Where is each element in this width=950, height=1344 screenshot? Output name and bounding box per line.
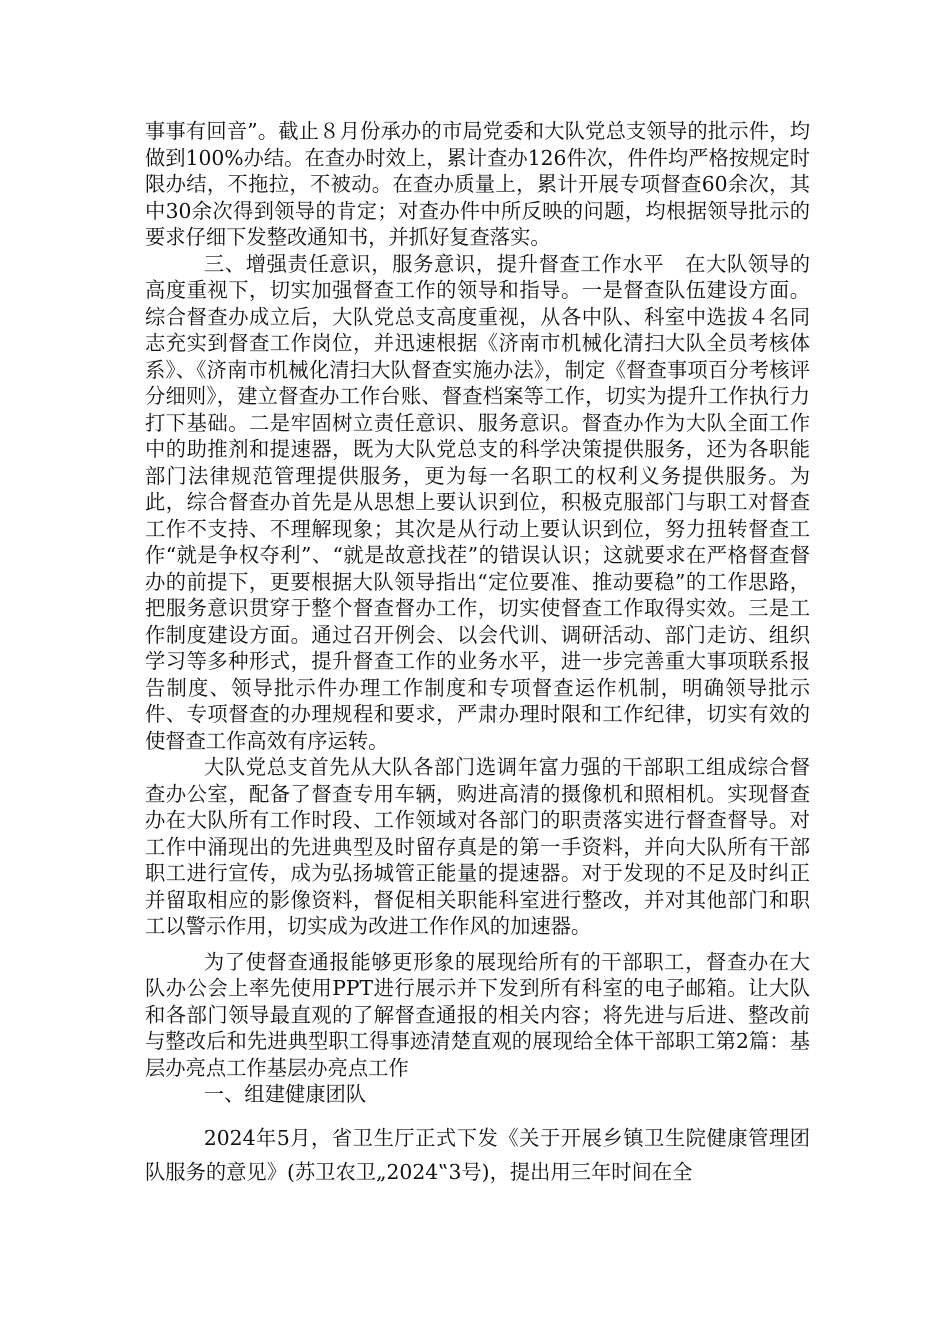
paragraph-supervision-results: 事事有回音”。截止８月份承办的市局党委和大队党总支领导的批示件，均做到100%办结。在查办时效上，累计查办126件次，件件均严格按规定时限办结，不拖拉，不被动。在查办质量上，累计开展专项督查60余次，其中30余次得到领导的肯定；对查办件中所反映的问题，均根据领导批示的要求仔细下发整改通知书，并抓好复查落实。 [145, 119, 810, 249]
paragraph-ppt-report: 为了使督查通报能够更形象的展现给所有的干部职工，督查办在大队办公会上率先使用PPT进行展示并下发到所有科室的电子邮箱。让大队和各部门领导最直观的了解督查通报的相关内容；将先进与后进、整改前与整改后和先进典型职工得事迹清楚直观的展现给全体干部职工第2篇：基层办亮点工作基层办亮点工作 [145, 949, 810, 1080]
paragraph-supervision-office: 大队党总支首先从大队各部门选调年富力强的干部职工组成综合督查办公室，配备了督查专用车辆，购进高清的摄像机和照相机。实现督查办在大队所有工作时段、工作领域对各部门的职责落实进行督查督导。对工作中涌现出的先进典型及时留存真是的第一手资料，并向大队所有干部职工进行宣传，成为弘扬城管正能量的提速器。对于发现的不足及时纠正并留取相应的影像资料，督促相关职能科室进行整改，并对其他部门和职工以警示作用，切实成为改进工作作风的加速器。 [145, 755, 810, 938]
document-body [145, 118, 810, 1189]
paragraph-health-team-intro: 2024年5月，省卫生厅正式下发《关于开展乡镇卫生院健康管理团队服务的意见》(苏卫农卫„2024‟3号)，提出用三年时间在全 [145, 1125, 810, 1184]
heading-health-team: 一、组建健康团队 [203, 1082, 367, 1106]
paragraph-section-three: 三、增强责任意识，服务意识，提升督查工作水平 在大队领导的高度重视下，切实加强督查工作的领导和指导。一是督查队伍建设方面。综合督查办成立后，大队党总支高度重视，从各中队、科室中选拔４名同志充实到督查工作岗位，并迅速根据《济南市机械化清扫大队全员考核体系》、《济南市机械化清扫大队督查实施办法》，制定《督查事项百分考核评分细则》，建立督查办工作台账、督查档案等工作，切实为提升工作执行力打下基础。二是牢固树立责任意识、服务意识。督查办作为大队全面工作中的助推剂和提速器，既为大队党总支的科学决策提供服务，还为各职能部门法律规范管理提供服务，更为每一名职工的权利义务提供服务。为此，综合督查办首先是从思想上要认识到位，积极克服部门与职工对督查工作不支持、不理解现象；其次是从行动上要认识到位，努力扭转督查工作“就是争权夺利”、“就是故意找茬”的错误认识；这就要求在严格督查督办的前提下，更要根据大队领导指出“定位要准、推动要稳”的工作思路，把服务意识贯穿于整个督查督办工作，切实使督查工作取得实效。三是工作制度建设方面。通过召开例会、以会代训、调研活动、部门走访、组织学习等多种形式，提升督查工作的业务水平，进一步完善重大事项联系报告制度、领导批示件办理工作制度和专项督查运作机制，明确领导批示件、专项督查的办理规程和要求，严肃办理时限和工作纪律，切实有效的使督查工作高效有序运转。 [145, 251, 810, 753]
